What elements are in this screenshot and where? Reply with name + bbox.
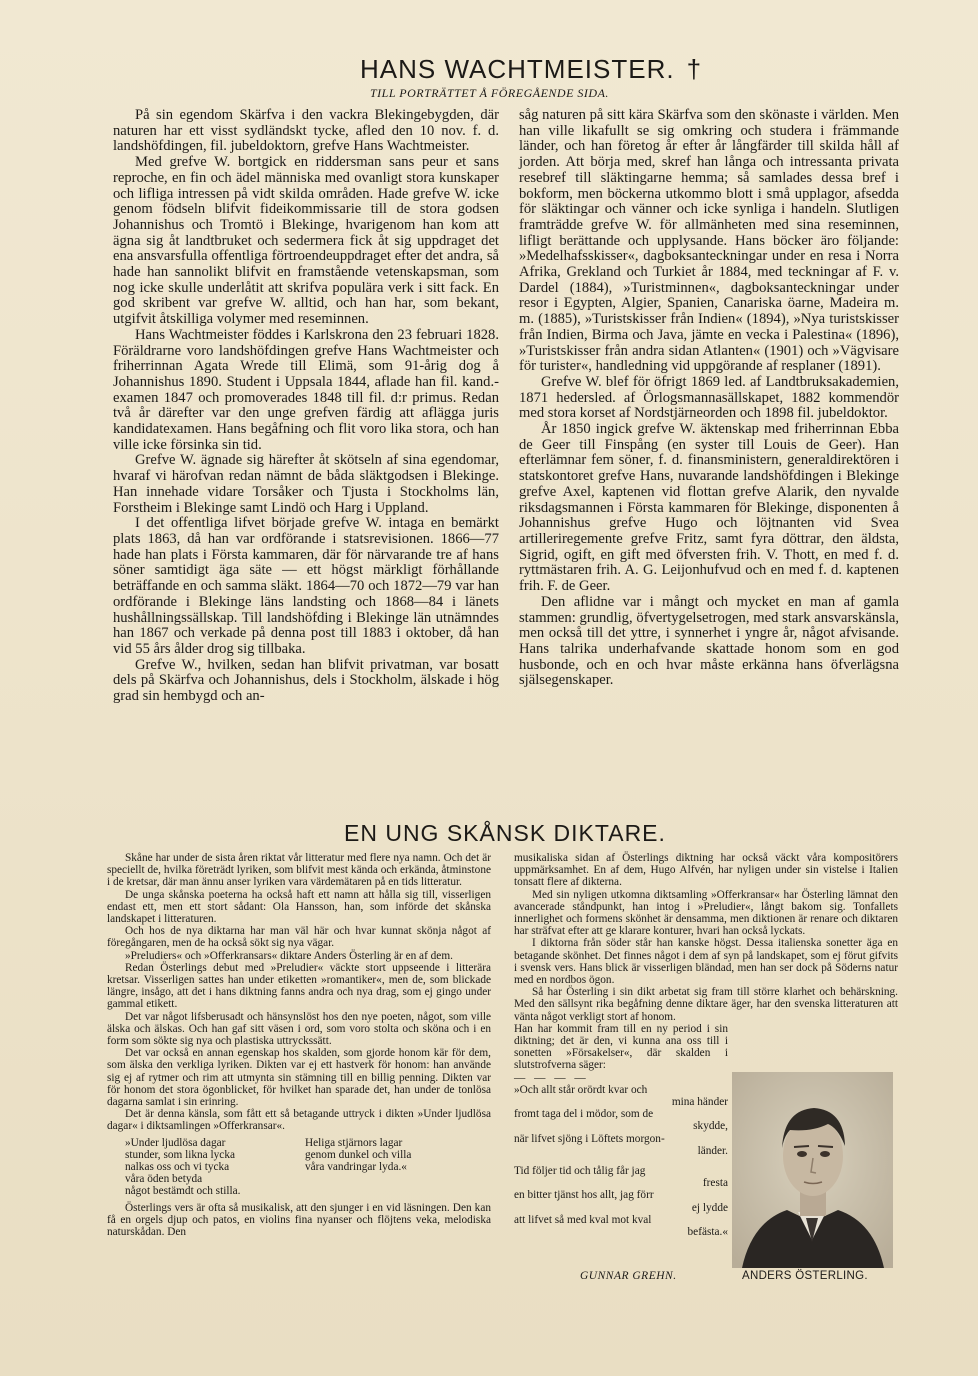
portrait-image <box>732 1072 893 1268</box>
article1-column-right <box>519 108 899 689</box>
paragraph: Så har Österling i sin dikt arbetat sig fram till större klarhet och behärskning. Med den sällsynt rika begåfning denne diktare äger, har den svenska litteraturen att vänta något verkligt stort af honom. <box>514 986 898 1023</box>
poem-line: mina händer <box>671 1096 728 1109</box>
poem-line: när lifvet sjöng i Löftets morgon- <box>514 1132 665 1145</box>
poem-line: nalkas oss och vi tycka <box>125 1161 230 1174</box>
paragraph: I det offentliga lifvet började grefve W. intaga en bemärkt plats 1863, då han var ordförande i statsrevisionen. 1866—77 hade han plats i Första kammaren, där för närvarande tre af hans söner samtidigt äga säte — ett högst märkligt förhållande beträffande en och samma släkt. 1864—70 och 1872—79 var han ordförande i Blekinge läns landsting och 1868—84 i länets hushållningssällskap. Till landshöfding i Blekinge län utnämndes han 1867 och verkade på denna post till 1883 i oktober, då han vid 55 års ålder drog sig tillbaka. <box>113 515 499 657</box>
poem-line: »Under ljudlösa dagar <box>125 1136 226 1149</box>
poem-line: länder. <box>697 1144 728 1157</box>
paragraph: Grefve W. ägnade sig härefter åt skötseln af sina egendomar, hvaraf vi härofvan redan nämnt de båda släktgodsen i Blekinge. Han innehade vidare Torsåker och Tjusta i Stockholms län, Forstheim i Blekinge samt Lindö och Harg i Uppland. <box>113 452 499 516</box>
paragraph: År 1850 ingick grefve W. äktenskap med friherrinnan Ebba de Geer till Finspång (en syster till Louis de Geer). Han efterlämnar fem söner, f. d. finansministern, generaldirektören i statskontoret grefve Hans, nuvarande landshöfdingen i Blekinge grefve Axel, kaptenen vid flottan grefve Alarik, den nyvalde riksdagsmannen i Första kammaren för Blekinge, disponenten å Johannishus grefve Hugo och löjtnanten vid Svea artilleriregemente grefve Fritz, samt fyra döttrar, den äldsta, Sigrid, ogift, en gift med öfversten frih. V. Thott, en med f. d. ryttmästaren frih. A. G. Leijonhufvud och en med f. d. kaptenen frih. F. de Geer. <box>519 421 899 595</box>
cross-icon: † <box>686 54 703 84</box>
poem-line: stunder, som likna lycka <box>125 1148 235 1161</box>
poem-line: fresta <box>702 1177 728 1190</box>
paragraph: musikaliska sidan af Österlings diktning har också väckt våra kompositörers uppmärksamhet. En af dem, Hugo Alfvén, har nyligen under sin vistelse i Italien tonsatt flere af dikterna. <box>514 852 898 889</box>
poem-line: genom dunkel och villa <box>305 1148 412 1161</box>
paragraph: Det var också en annan egenskap hos skalden, som gjorde honom kär för dem, som älska den verkliga lyriken. Dikten var ej ett hastverk för honom: han använde sig ej af rytmer och rim att utmynta sin stämning till en billig penning. Dikten var för honom det stora ögonblicket, för hvilket han sparade det, han under de tonlösa dagarna samlat i sin erinring. <box>107 1047 491 1109</box>
poem-line: våra öden betyda <box>125 1173 203 1186</box>
poem-line: att lifvet så med kval mot kval <box>514 1213 652 1226</box>
author-signature: GUNNAR GREHN. <box>580 1270 677 1282</box>
paragraph: Hans Wachtmeister föddes i Karlskrona den 23 februari 1828. Föräldrarne voro landshöfdingen grefve Hans Wachtmeister och friherrinnan Agata Wrede till Elimä, som 91-årig dog å Johannishus 1890. Student i Uppsala 1844, aflade han fil. kand.-examen 1847 och promoverades 1848 till fil. d:r primus. Redan två år därefter var den unge grefven färdig att aflägga juris kandidatexamen. Hans begåfning och flit voro lika stora, och han ville icke försinka sin tid. <box>113 326 499 453</box>
paragraph: På sin egendom Skärfva i den vackra Blekingebygden, där naturen har ett visst sydländskt tycke, afled den 10 nov. f. d. landshöfdingen, fil. jubeldoktorn, grefve Hans Wachtmeister. <box>113 107 499 155</box>
poem-line: fromt taga del i mödor, som de <box>514 1108 654 1121</box>
paragraph: Redan Österlings debut med »Preludier« väckte stort uppseende i litterära kretsar. Visserligen sattes han under etiketten »romantiker«, men de, som blickade längre, insågo, att det i hans diktning fanns andra och nya drag, som ej gingo under gammal etikett. <box>107 961 491 1011</box>
poem-excerpt <box>125 1137 491 1198</box>
paragraph: Grefve W. blef för öfrigt 1869 led. af Landtbruksakademien, 1871 hedersled. af Örlogsmannasällskapet, 1882 kommendör med stora korset af Nordstjärneorden och 1898 fil. jubeldoktor. <box>519 373 899 422</box>
paragraph: De unga skånska poeterna ha också haft ett namn att hålla sig till, visserligen endast ett, men ett stort sådant: Ola Hansson, han, som införde det skånska landskapet i litteraturen. <box>107 888 491 926</box>
poem-line: Tid följer tid och tålig får jag <box>514 1165 646 1178</box>
paragraph: »Preludiers« och »Offerkransars« diktare Anders Österling är en af dem. <box>125 949 453 962</box>
poem-line: en bitter tjänst hos allt, jag förr <box>514 1189 654 1202</box>
poem-stanza <box>125 1137 301 1198</box>
photo-caption: ANDERS ÖSTERLING. <box>742 1270 868 1282</box>
poem-line: skydde, <box>693 1120 728 1133</box>
paragraph: såg naturen på sitt kära Skärfva som den skönaste i världen. Men han ville likafullt se sig omkring och studera i främmande länder, och han företog år efter år långfärder till skilda håll af jorden. Att börja med, skref han långa och intressanta privata resebref till släktingarne hemma; så samlades dessa bref i bokform, men böckerna utkommo blott i små upplagor, afsedda för släktingar och vänner och icke synliga i handeln. Slutligen framträdde grefve W. för allmänheten med sina reseminnen, lifligt berättande och upplysande. Hans böcker äro följande: »Medelhafsskisser«, dagboksanteckningar under en resa i Norra Afrika, Grekland och Turkiet år 1884, med teckningar af F. v. Dardel (1884), »Turistminnen«, dagboksanteckningar under resor i Egypten, Algier, Spanien, Canariska öarne, Madeira m. m. (1885), »Turistskisser från Indien« (1894), »Nya turistskisser från Indien, Birma och Java, jämte en vecka i Palestina« (1896), »Turistskisser från andra sidan Atlanten« (1901) och »Vägvisare för turister«, handledning vid uppgörande af resplaner (1891). <box>519 107 899 375</box>
paragraph: Det var något lifsberusadt och hänsynslöst hos den nye poeten, något, som ville älska och älskas. Och han gaf sitt väsen i ord, som voro stolta och sköna och i en form som sökte sig nya och plastiska uttryckssätt. <box>107 1010 491 1048</box>
poem-line: ej lydde <box>691 1201 728 1214</box>
paragraph: Och hos de nya diktarna har man väl här och hvar kunnat skönja något af föregångaren, men de ha också sökt sig nya vägar. <box>107 925 491 950</box>
paragraph: Grefve W., hvilken, sedan han blifvit privatman, var bosatt dels på Skärfva och Johannishus, dels i Stockholm, älskade i hög grad sin hembygd och an- <box>113 656 499 705</box>
article1-column-left <box>113 108 499 705</box>
paragraph: I diktorna från söder står han kanske högst. Dessa italienska sonetter äga en betagande skönhet. Det finnes något i dem af syn på landskapet, som ej förut gifvits i svensk vers. Hans blick är visserligen bländad, men han ser dock på Söderns natur med en nordbos ögon. <box>514 937 898 987</box>
article2-column-left <box>107 852 491 1238</box>
paragraph: Österlings vers är ofta så musikalisk, att den sjunger i en vid läsningen. Den kan få en orgels djup och patos, en violins fina nyanser och flöjtens veka, melodiska naturskådan. Den <box>107 1201 491 1239</box>
poem-sonnet-excerpt <box>514 1084 728 1238</box>
article-subtitle: TILL PORTRÄTTET Å FÖREGÅENDE SIDA. <box>370 86 609 100</box>
poem-line: befästa.« <box>687 1226 728 1239</box>
portrait-photo <box>732 1072 893 1268</box>
paragraph: Han har kommit fram till en ny period i sin diktning; det är den, vi kunna ana oss till i sonetten »Försakelser«, där skalden i slutstrofverna säger: <box>514 1022 728 1072</box>
paragraph: Med sin nyligen utkomna diktsamling »Offerkransar« har Österling lämnat den avancerade ståndpunkt, han intog i »Preludier«, långt bakom sig. Tonfallets innerlighet och formens skönhet är densamma, men diktionen är renare och diktaren har sträfvat efter att ge klarare konturer, hvari han också lyckats. <box>514 888 898 938</box>
paragraph: Det är denna känsla, som fått ett så betagande uttryck i dikten »Under ljudlösa dagar« i diktsamlingen »Offerkransar«. <box>107 1108 491 1133</box>
poem-line: Heliga stjärnors lagar <box>305 1136 403 1149</box>
poem-stanza <box>305 1137 481 1198</box>
article-title-wachtmeister <box>360 54 702 85</box>
dashes-separator: — — — — <box>514 1071 589 1084</box>
paragraph: Med grefve W. bortgick en riddersman sans peur et sans reproche, en fin och ädel människa med ovanligt stora kunskaper och lifliga intressen på vidt skilda områden. Hade grefve W. icke genom födseln blifvit fideikommissarie till de stora godsen Johannishus och Tromtö i Blekinge, hvarigenom han kom att ägna sig åt landtbruket och sedermera fick åt sig uppdraget det ena ansvarsfulla offentliga förtroendeuppdraget efter det andra, så hade han sannolikt blifvit en framstående vetenskapsman, som nog icke skulle underlåtit att skrifva populära verk i sitt fack. En god skribent var grefve W. alltid, och han har, som bekant, utgifvit åtskilliga volymer med reseminnen. <box>113 154 499 328</box>
article-title-diktare: EN UNG SKÅNSK DIKTARE. <box>344 820 666 846</box>
paragraph: Den aflidne var i mångt och mycket en man af gamla stammen: grundlig, öfvertygelsetrogen, med stark ansvarskänsla, men också till det yttre, i synnerhet i yngre år, något afvisande. Hans talrika underhafvande skattade honom som en god husbonde, och en och hvar måste erkänna hans öfverlägsna själsegenskaper. <box>519 593 899 689</box>
title-text: HANS WACHTMEISTER. <box>360 54 675 84</box>
poem-line: »Och allt står orördt kvar och <box>514 1083 648 1096</box>
poem-line: våra vandringar lyda.« <box>305 1161 407 1174</box>
poem-line: något bestämdt och stilla. <box>125 1185 241 1198</box>
paragraph: Skåne har under de sista åren riktat vår litteratur med flere nya namn. Och det är speciellt de, hvilka företrädt lyriken, som blifvit mest kända och erkända, åtminstone i de kretsar, där man ännu anser lyriken vara värdemätaren på en tids litteratur. <box>107 852 491 889</box>
